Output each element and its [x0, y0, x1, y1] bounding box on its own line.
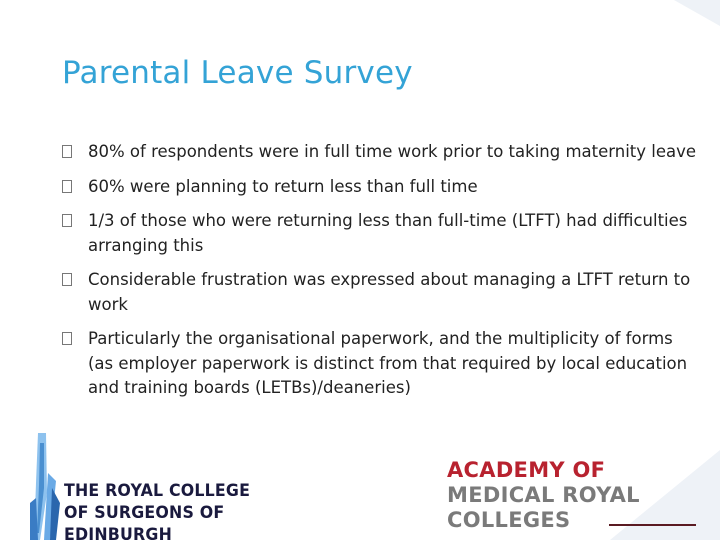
bullet-item [62, 327, 702, 401]
corner-decoration-top [674, 0, 720, 26]
square-bullet-icon [62, 180, 72, 193]
bullet-item [62, 140, 702, 165]
square-bullet-icon [62, 214, 72, 227]
amrc-logo [447, 458, 707, 540]
bullet-text: Considerable frustration was expressed about managing a LTFT return to work [88, 270, 691, 314]
rcs-line: OF SURGEONS OF [64, 503, 225, 523]
bullet-text: Particularly the organisational paperwork, and the multiplicity of forms (as employer paperwork is distinct from that required by local education and training boards (LETBs)/deaneries) [88, 329, 688, 397]
square-bullet-icon [62, 332, 72, 345]
amrc-line: ACADEMY OF [447, 458, 606, 482]
amrc-line: COLLEGES [447, 508, 571, 532]
bullet-text: 80% of respondents were in full time work prior to taking maternity leave [88, 142, 697, 161]
bullet-item [62, 209, 702, 258]
slide-title: Parental Leave Survey [62, 55, 413, 91]
square-bullet-icon [62, 145, 72, 158]
rcs-line: THE ROYAL COLLEGE [64, 481, 251, 501]
amrc-underline [609, 524, 696, 526]
square-bullet-icon [62, 273, 72, 286]
bullet-item [62, 268, 702, 317]
bullet-list [62, 140, 702, 411]
rcs-edinburgh-logo [30, 433, 251, 545]
bullet-text: 1/3 of those who were returning less than full-time (LTFT) had difficulties arranging this [88, 211, 688, 255]
rcs-crest-icon [30, 433, 64, 540]
bullet-text: 60% were planning to return less than full time [88, 176, 478, 196]
amrc-line: MEDICAL ROYAL [447, 483, 640, 507]
rcs-wordmark [64, 480, 264, 546]
rcs-line: EDINBURGH [64, 525, 172, 545]
bullet-item [62, 175, 702, 200]
